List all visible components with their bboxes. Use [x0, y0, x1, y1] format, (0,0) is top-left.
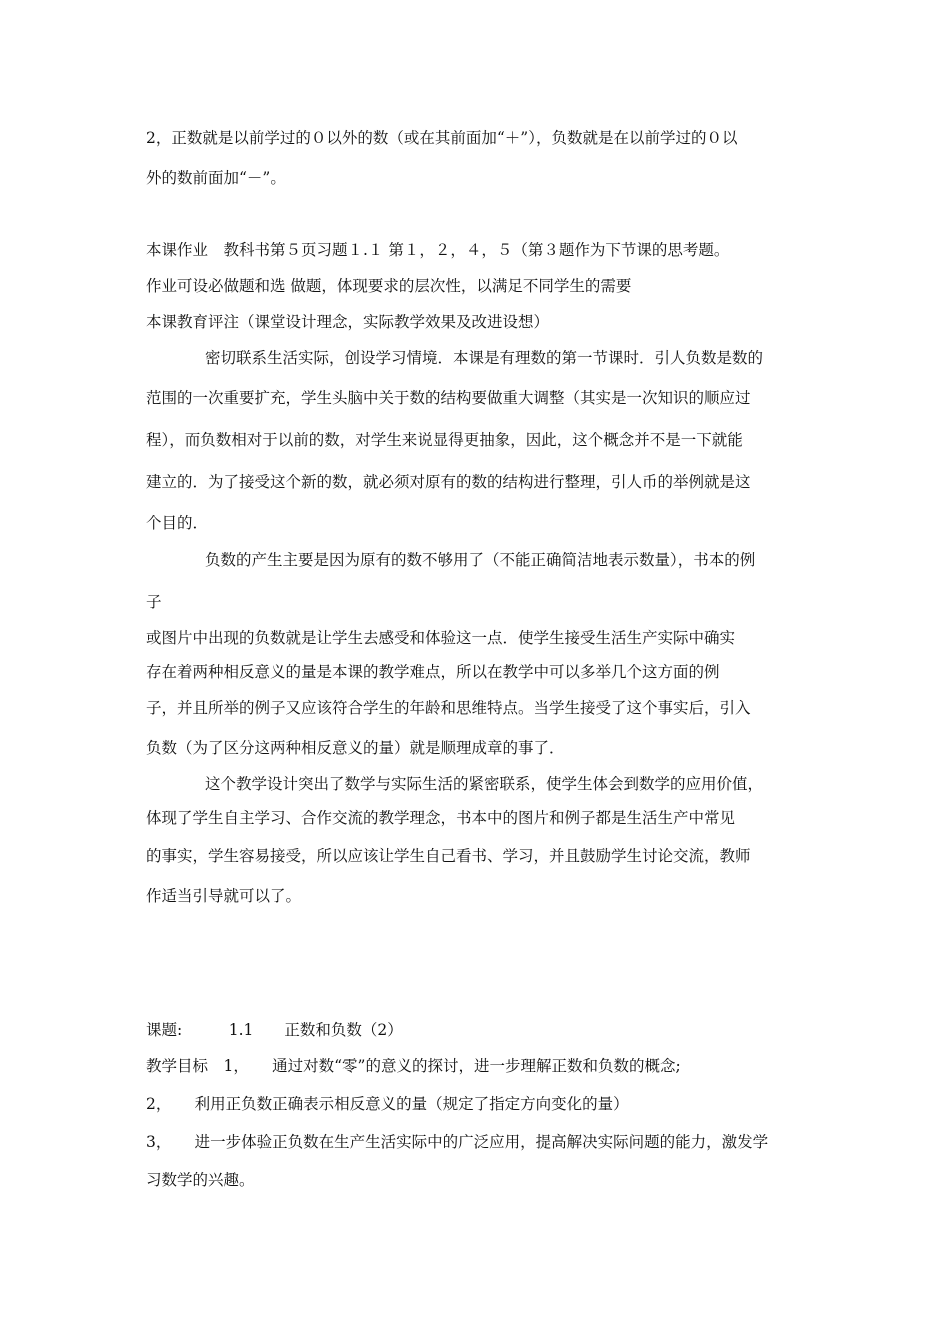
- objective-line: 教学目标 1， 通过对数“零”的意义的探讨，进一步理解正数和负数的概念;: [146, 1057, 681, 1075]
- paragraph-line: 子: [146, 593, 162, 611]
- paragraph-line: 建立的．为了接受这个新的数，就必须对原有的数的结构进行整理，引人币的举例就是这: [146, 473, 751, 491]
- paragraph-line: 个目的．: [146, 514, 209, 532]
- paragraph-line: 作业可设必做题和选 做题，体现要求的层次性，以满足不同学生的需要: [146, 277, 632, 295]
- paragraph-line: 存在着两种相反意义的量是本课的教学难点，所以在教学中可以多举几个这方面的例: [146, 663, 720, 681]
- paragraph-line: 外的数前面加“－”。: [146, 169, 286, 187]
- paragraph-line: 密切联系生活实际，创设学习情境．本课是有理数的第一节课时．引人负数是数的: [205, 349, 764, 367]
- paragraph-line: 作适当引导就可以了。: [146, 887, 302, 905]
- lesson-title: 课题: 1.1 正数和负数（2）: [146, 1021, 403, 1039]
- paragraph-line: 范围的一次重要扩充，学生头脑中关于数的结构要做重大调整（其实是一次知识的顺应过: [146, 389, 751, 407]
- paragraph-line: 这个教学设计突出了数学与实际生活的紧密联系，使学生体会到数学的应用价值，: [205, 775, 764, 793]
- commentary-heading: 本课教育评注（课堂设计理念，实际教学效果及改进设想）: [146, 313, 550, 331]
- objective-line: 2， 利用正负数正确表示相反意义的量（规定了指定方向变化的量）: [146, 1095, 629, 1113]
- paragraph-line: 或图片中出现的负数就是让学生去感受和体验这一点．使学生接受生活生产实际中确实: [146, 629, 736, 647]
- paragraph-line: 负数（为了区分这两种相反意义的量）就是顺理成章的事了．: [146, 739, 565, 757]
- paragraph-line: 负数的产生主要是因为原有的数不够用了（不能正确简洁地表示数量），书本的例: [205, 551, 756, 569]
- homework-heading: 本课作业 教科书第５页习题１.１ 第１，２，４，５（第３题作为下节课的思考题。: [146, 241, 730, 259]
- paragraph-line: 子，并且所举的例子又应该符合学生的年龄和思维特点。当学生接受了这个事实后，引入: [146, 699, 751, 717]
- paragraph-line: 体现了学生自主学习、合作交流的教学理念，书本中的图片和例子都是生活生产中常见: [146, 809, 736, 827]
- objective-line: 3， 进一步体验正负数在生产生活实际中的广泛应用，提高解决实际问题的能力，激发学: [146, 1133, 769, 1151]
- paragraph-line: 的事实，学生容易接受，所以应该让学生自己看书、学习，并且鼓励学生讨论交流，教师: [146, 847, 751, 865]
- objective-line: 习数学的兴趣。: [146, 1171, 255, 1189]
- paragraph-line: 2，正数就是以前学过的０以外的数（或在其前面加“＋”），负数就是在以前学过的０以: [146, 129, 738, 147]
- paragraph-line: 程），而负数相对于以前的数，对学生来说显得更抽象，因此，这个概念并不是一下就能: [146, 431, 743, 449]
